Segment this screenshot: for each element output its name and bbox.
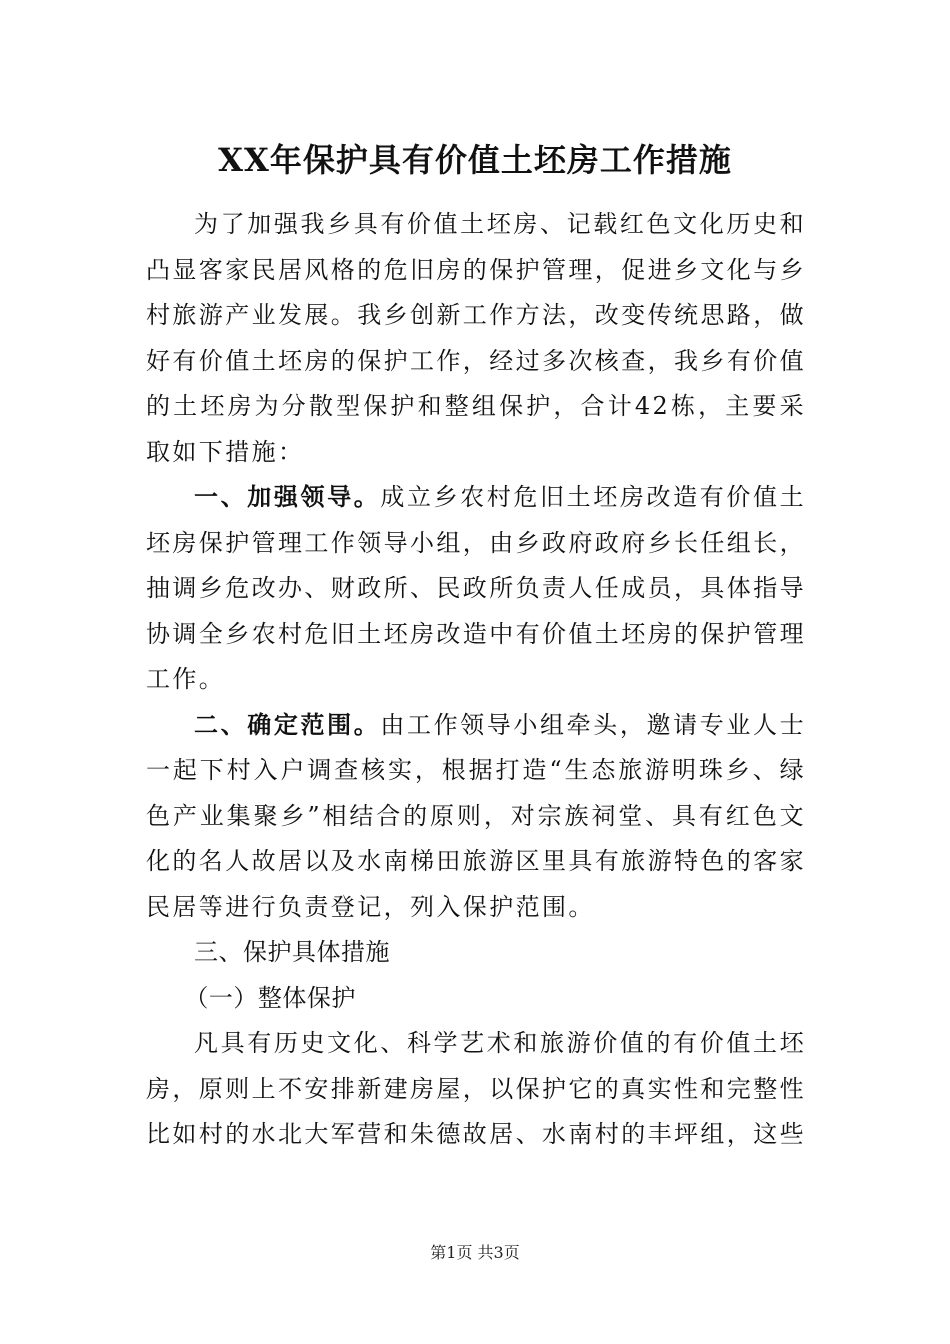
subsection-1-heading: （一）整体保护 — [184, 983, 356, 1012]
subsection-1-paragraph: 凡具有历史文化、科学艺术和旅游价值的有价值土坯房，原则上不安排新建房屋，以保护它的真实性和完整性比如村的水北大军营和朱德故居、水南村的丰坪组，这些 — [146, 1029, 806, 1148]
section-2-heading: 二、确定范围。 — [194, 710, 381, 739]
section-3-heading: 三、保护具体措施 — [194, 938, 390, 966]
section-1-paragraph — [146, 475, 806, 703]
intro-paragraph: 为了加强我乡具有价值土坯房、记载红色文化历史和凸显客家民居风格的危旧房的保护管理，促进乡文化与乡村旅游产业发展。我乡创新工作方法，改变传统思路，做好有价值土坯房的保护工作，经过多次核查，我乡有价值的土坯房为分散型保护和整组保护，合计42栋，主要采取如下措施： — [146, 210, 806, 466]
document-body — [146, 202, 806, 1158]
section-2-text: 由工作领导小组牵头，邀请专业人士一起下村入户调查核实，根据打造“生态旅游明珠乡、绿色产业集聚乡”相结合的原则，对宗族祠堂、具有红色文化的名人故居以及水南梯田旅游区里具有旅游特色的客家民居等进行负责登记，列入保护范围。 — [146, 710, 806, 921]
section-1-text: 成立乡农村危旧土坯房改造有价值土坯房保护管理工作领导小组，由乡政府政府乡长任组长，抽调乡危改办、财政所、民政所负责人任成员，具体指导协调全乡农村危旧土坯房改造中有价值土坯房的保护管理工作。 — [146, 483, 806, 693]
section-1-heading: 一、加强领导。 — [194, 483, 381, 511]
section-2-paragraph — [146, 703, 806, 931]
document-title: XX年保护具有价值土坯房工作措施 — [218, 141, 732, 179]
page-number-footer: 第1页 共3页 — [430, 1243, 520, 1262]
